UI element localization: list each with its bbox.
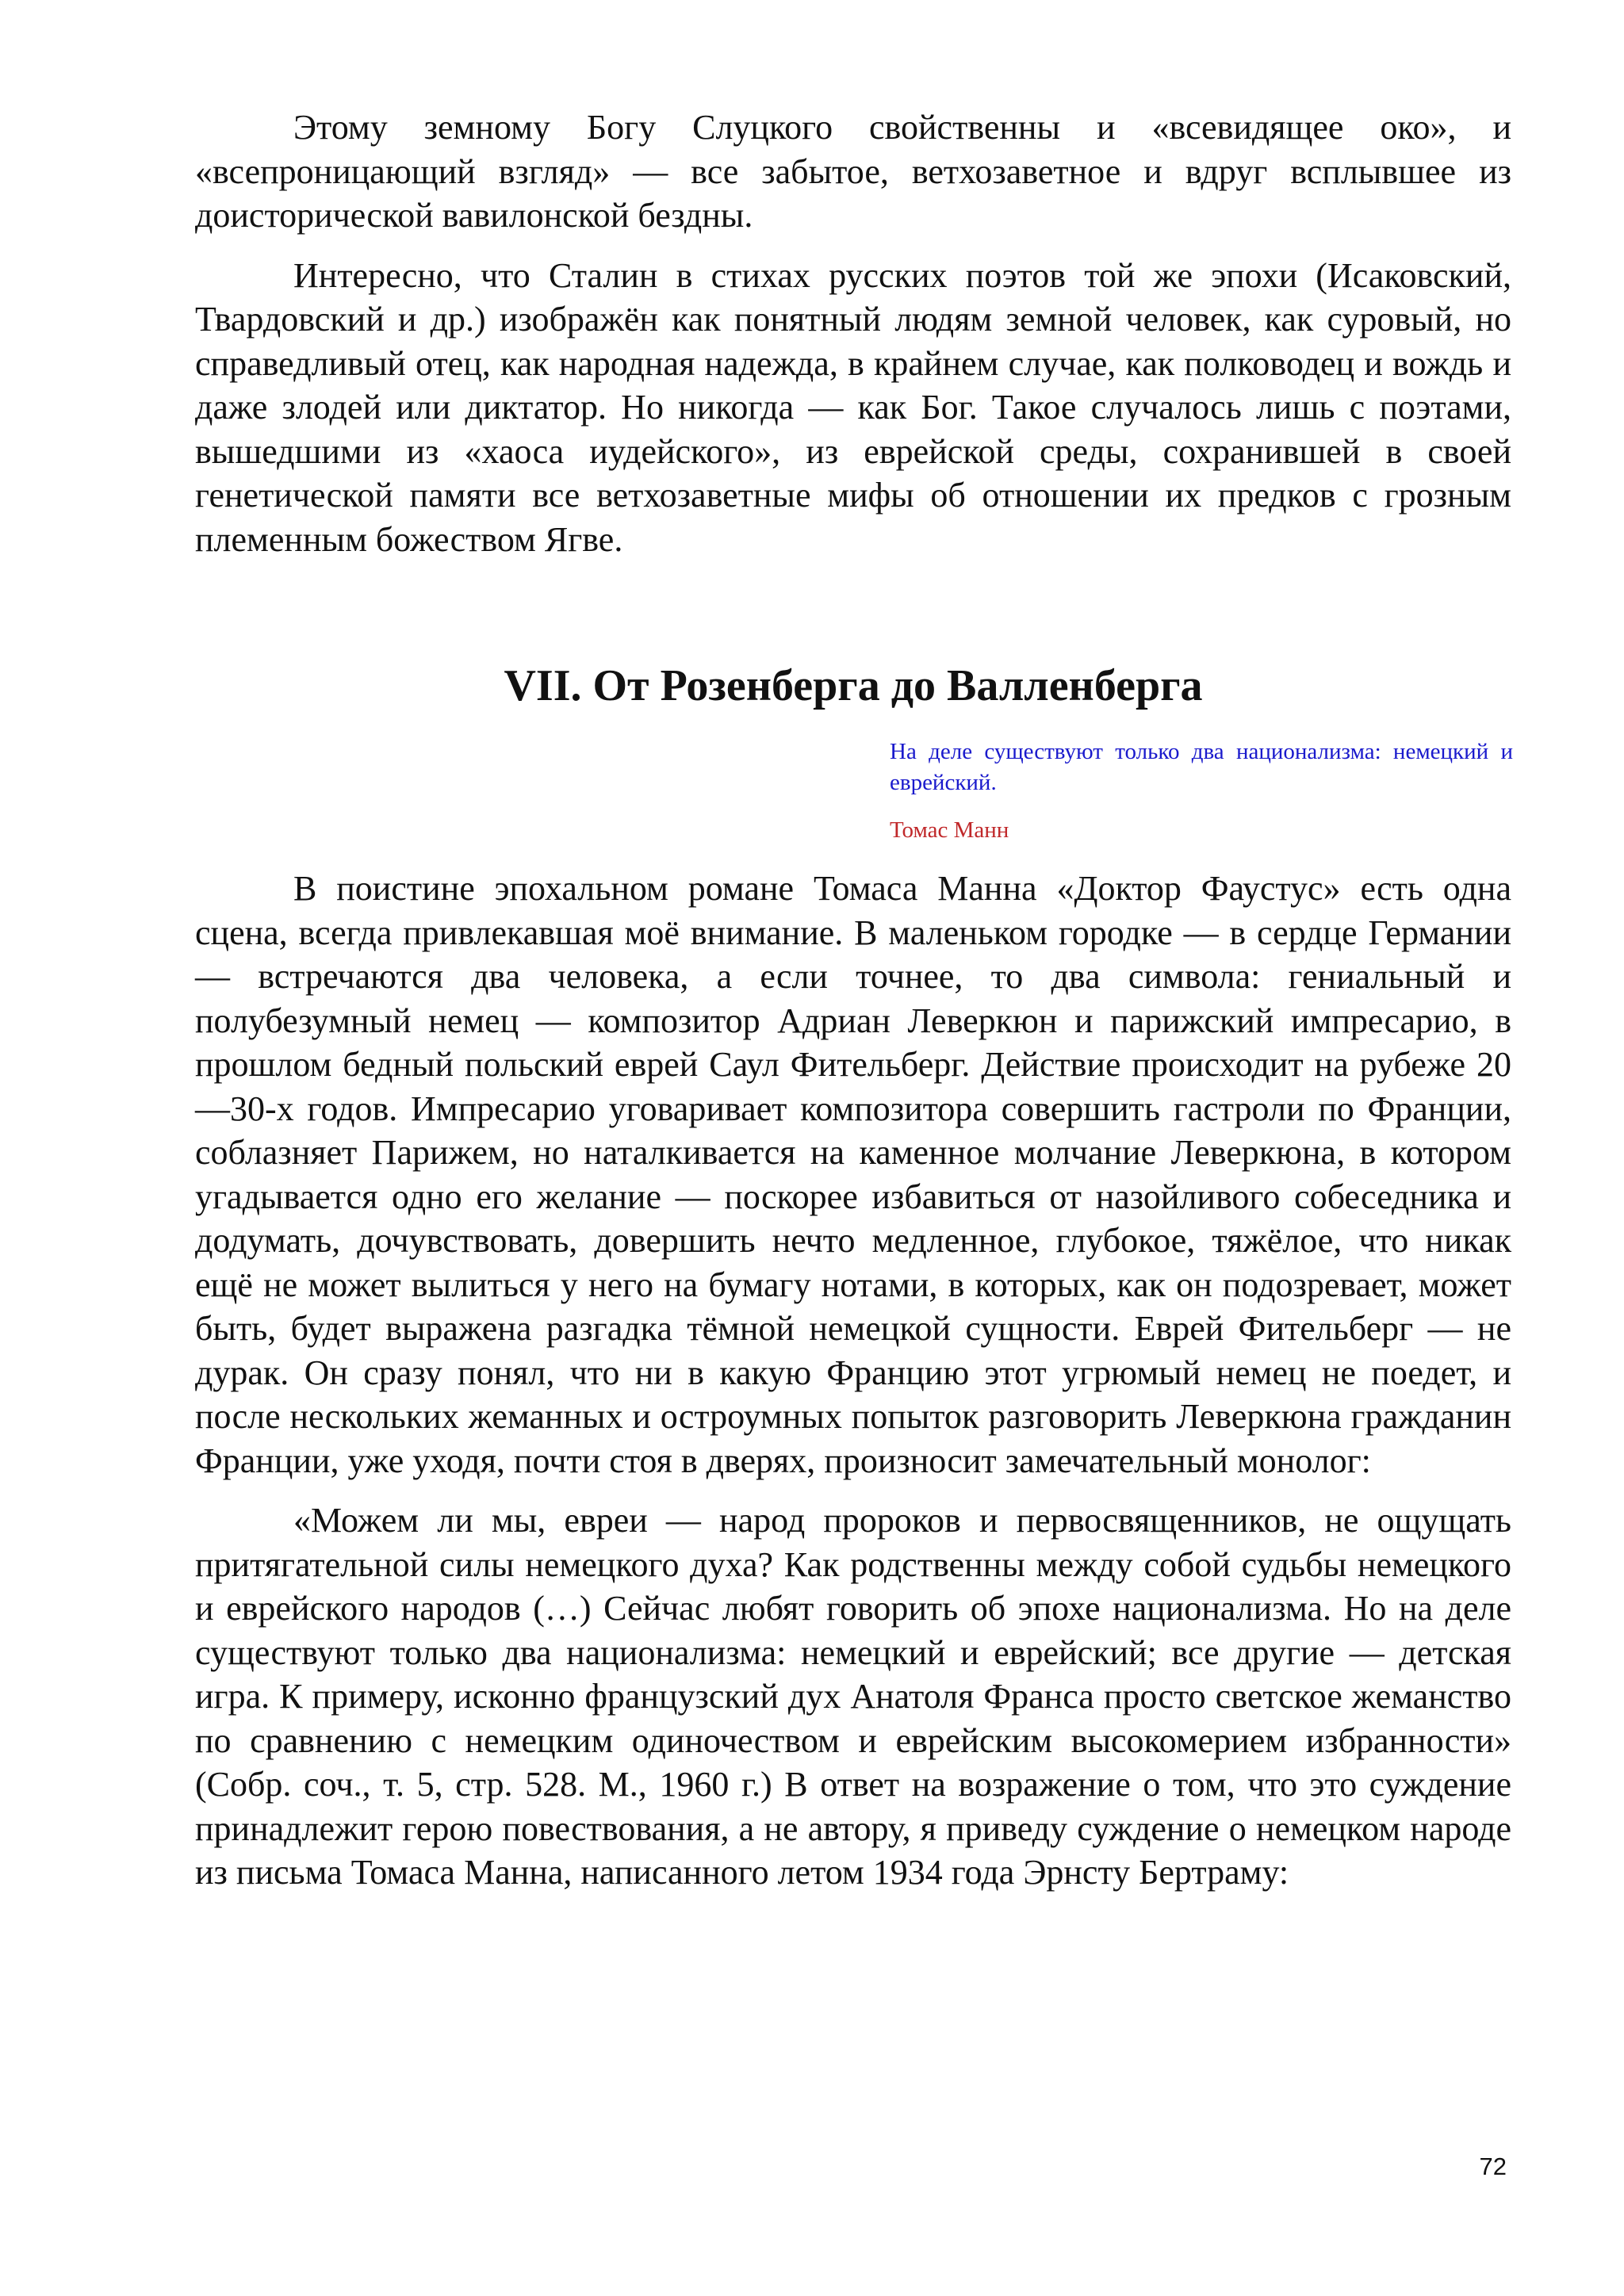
paragraph: Интересно, что Сталин в стихах русских поэтов той же эпохи (Исаковский, Твардовский и др.) изображён как понятный людям земной человек, как суровый, но справедливый отец, как народная надежда, в крайнем случае, как полководец и вождь и даже злодей или диктатор. Но никогда — как Бог. Такое случалось лишь с поэтами, вышедшими из «хаоса иудейского», из еврейской среды, сохранившей в своей генетической памяти все ветхозаветные мифы об отношении их предков с грозным племенным божеством Ягве. [195,255,1511,559]
paragraph: «Можем ли мы, евреи — народ пророков и первосвященников, не ощущать притягательной силы немецкого духа? Как родственны между собой судьбы немецкого и еврейского народов (…) Сейчас любят говорить об эпохе национализма. Но на деле существуют только два национализма: немецкий и еврейский; все другие — детская игра. К примеру, исконно французский дух Анатоля Франса просто светское жеманство по сравнению с немецким одиночеством и еврейским высокомерием избранности» (Собр. соч., т. 5, стр. 528. М., 1960 г.) В ответ на возражение о том, что это суждение принадлежит герою повествования, а не автору, я приведу суждение о немецком народе из письма Томаса Манна, написанного летом 1934 года Эрнсту Бертраму: [195,1501,1511,1892]
chapter-title: VII. От Розенберга до Валленберга [504,661,1203,710]
epigraph-author: Томас Манн [890,817,1009,843]
paragraph: Этому земному Богу Слуцкого свойственны и «всевидящее око», и «всепроницающий взгляд» — все забытое, ветхозаветное и вдруг всплывшее из доисторической вавилонской бездны. [195,108,1511,235]
body-text-main [195,867,1511,1895]
page-number: 72 [1479,2152,1507,2180]
epigraph [890,737,1513,845]
paragraph: В поистине эпохальном романе Томаса Манна «Доктор Фаустус» есть одна сцена, всегда привлекавшая моё внимание. В маленьком городке — в сердце Германии — встречаются два человека, а если точнее, то два символа: гениальный и полубезумный немец — композитор Адриан Леверкюн и парижский импресарио, в прошлом бедный польский еврей Саул Фительберг. Действие происходит на рубеже 20—30-х годов. Импресарио уговаривает композитора совершить гастроли по Франции, соблазняет Парижем, но наталкивается на каменное молчание Леверкюна, в котором угадывается одно его желание — поскорее избавиться от назойливого собеседника и додумать, дочувствовать, довершить нечто медленное, глубокое, тяжёлое, что никак ещё не может вылиться у него на бумагу нотами, в которых, как он подозревает, может быть, будет выражена разгадка тёмной немецкой сущности. Еврей Фительберг — не дурак. Он сразу понял, что ни в какую Францию этот угрюмый немец не поедет, и после нескольких жеманных и остроумных попыток разговорить Леверкюна гражданин Франции, уже уходя, почти стоя в дверях, произносит замечательный монолог: [195,869,1511,1480]
body-text-top [195,105,1511,561]
epigraph-quote: На деле существуют только два национализма: немецкий и еврейский. [890,739,1513,795]
